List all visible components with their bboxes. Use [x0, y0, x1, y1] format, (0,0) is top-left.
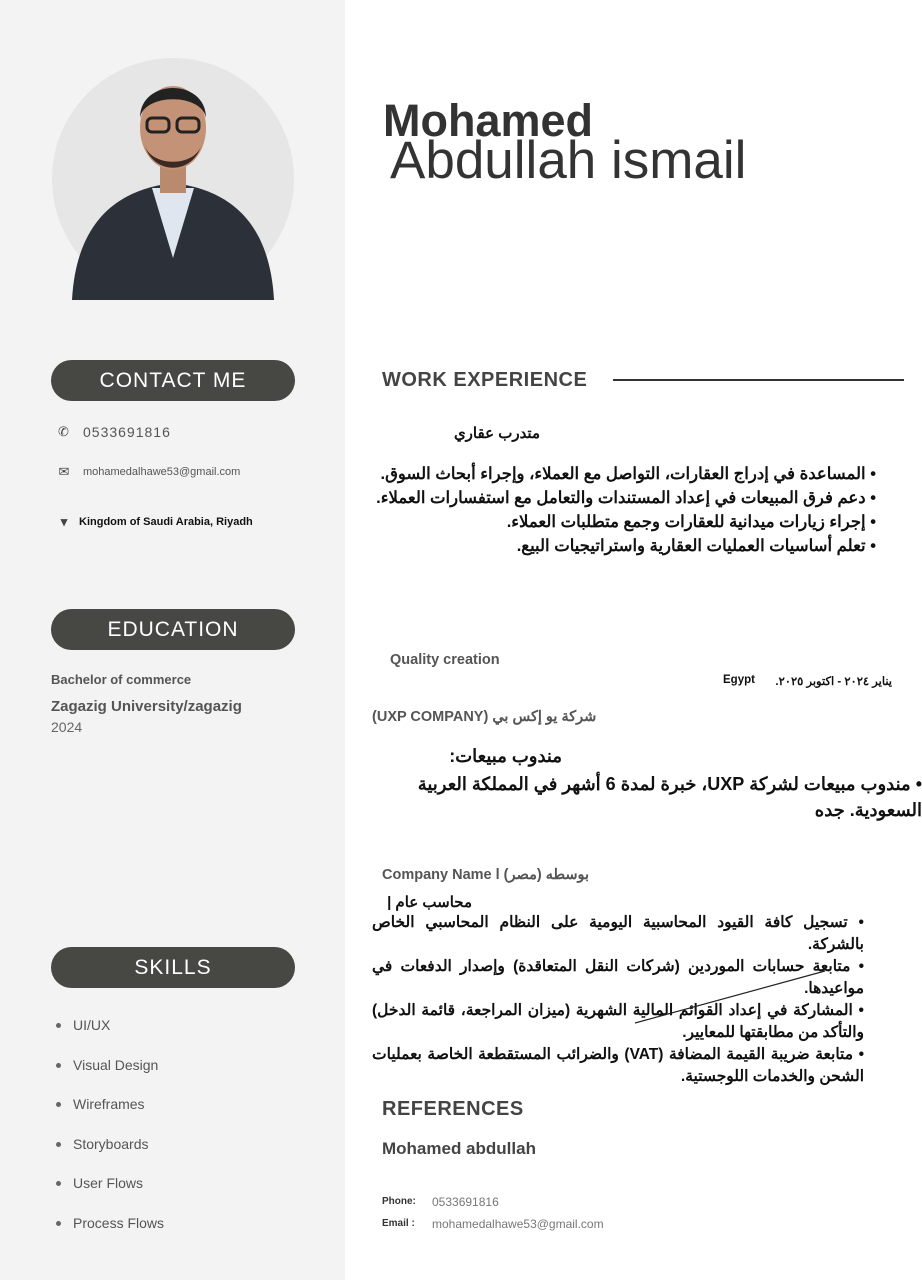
job1-role: متدرب عقاري [453, 425, 540, 442]
bullet: • المساعدة في إدراج العقارات، التواصل مع العملاء، وإجراء أبحاث السوق. [380, 465, 876, 483]
reference-email: mohamedalhawe53@gmail.com [432, 1217, 604, 1231]
reference-phone-label: Phone: [382, 1196, 416, 1207]
education-heading: EDUCATION [51, 609, 295, 650]
skill-item: Wireframes [56, 1096, 164, 1136]
job1-dates: يناير ٢٠٢٤ - اكتوبر ٢٠٢٥. [775, 676, 892, 688]
job3-company: Company Name l (مصر) بوسطه [382, 867, 590, 883]
job2-company: شركة يو إكس بي (UXP COMPANY) [372, 709, 597, 725]
skills-heading: SKILLS [51, 947, 295, 988]
skill-item: Process Flows [56, 1215, 164, 1255]
bullet: • تسجيل كافة القيود المحاسبية اليومية على النظام المحاسبي الخاص بالشركة. [372, 914, 864, 953]
last-name: Abdullah ismail [390, 131, 747, 190]
job1-bullets [372, 462, 876, 558]
skill-item: UI/UX [56, 1017, 164, 1057]
job2-role: مندوب مبيعات: [449, 746, 562, 766]
divider-line [613, 379, 904, 381]
education-year: 2024 [51, 719, 83, 735]
reference-name: Mohamed abdullah [382, 1139, 536, 1158]
school: Zagazig University/zagazig [51, 698, 242, 715]
skill-item: Visual Design [56, 1057, 164, 1097]
degree: Bachelor of commerce [51, 672, 192, 687]
profile-photo [52, 58, 294, 300]
job1-company: Quality creation [390, 652, 500, 668]
envelope-icon: ✉ [58, 464, 70, 479]
location-text: Kingdom of Saudi Arabia, Riyadh [79, 516, 253, 528]
contact-email [57, 464, 240, 480]
contact-location [57, 514, 253, 530]
job3-role: محاسب عام | [387, 894, 472, 911]
email-text: mohamedalhawe53@gmail.com [83, 466, 241, 478]
phone-icon: ✆ [58, 424, 70, 439]
job1-country: Egypt [723, 674, 755, 686]
work-experience-heading: WORK EXPERIENCE [382, 369, 588, 391]
bullet: • متابعة حسابات الموردين (شركات النقل المتعاقدة) وإصدار الدفعات في مواعيدها. [372, 958, 864, 997]
reference-phone: 0533691816 [432, 1195, 499, 1209]
bullet: • دعم فرق المبيعات في إعداد المستندات والتعامل مع استفسارات العملاء. [376, 489, 876, 507]
skill-item: User Flows [56, 1175, 164, 1215]
phone-text: 0533691816 [83, 424, 171, 440]
first-name: Mohamed [383, 95, 594, 146]
references-heading: REFERENCES [382, 1098, 524, 1120]
reference-email-label: Email : [382, 1218, 415, 1229]
pen-stroke [630, 968, 830, 1028]
location-pin-icon: ▾ [60, 514, 68, 529]
skill-item: Storyboards [56, 1136, 164, 1176]
job2-text: • مندوب مبيعات لشركة UXP، خبرة لمدة 6 أشهر في المملكة العربية السعودية. جده [417, 774, 922, 820]
bullet: • المشاركة في إعداد القوائم المالية الشهرية (ميزان المراجعة، قائمة الدخل) والتأكد من مطابقتها للمعايير. [372, 1002, 864, 1041]
bullet: • إجراء زيارات ميدانية للعقارات وجمع متطلبات العملاء. [506, 513, 876, 531]
contact-phone [57, 424, 171, 440]
contact-heading: CONTACT ME [51, 360, 295, 401]
bullet: • متابعة ضريبة القيمة المضافة (VAT) والضرائب المستقطعة الخاصة بعمليات الشحن والخدمات اللوجستية. [372, 1046, 864, 1085]
bullet: • تعلم أساسيات العمليات العقارية واستراتيجيات البيع. [516, 537, 876, 555]
skills-list [56, 1017, 164, 1254]
